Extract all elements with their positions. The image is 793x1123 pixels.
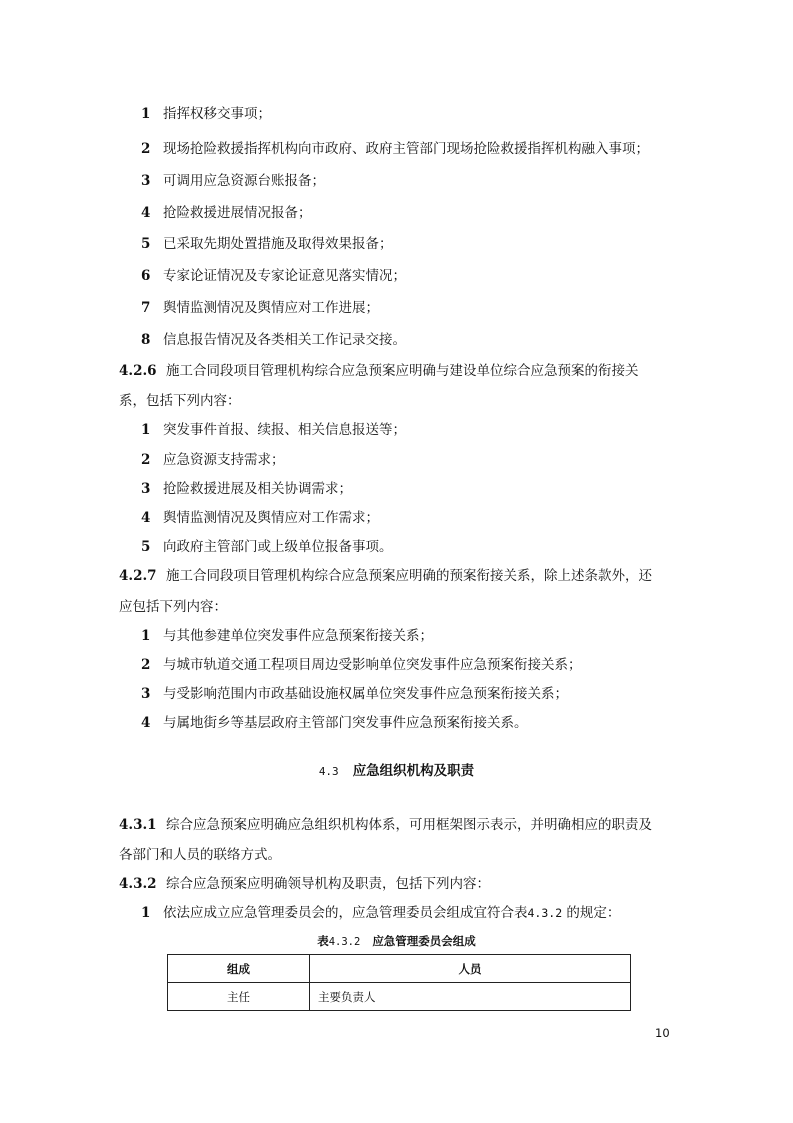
table-caption [0,933,793,950]
clause-number: 4.3.2 [119,876,157,892]
item-number: 6 [141,268,151,284]
list-item [141,420,406,440]
list-item [141,508,379,528]
clause-4-2-7 [119,566,652,586]
item-number: 3 [141,481,151,497]
item-text: 现场抢险救援指挥机构向市政府、政府主管部门现场抢险救援指挥机构融入事项； [163,141,649,157]
list-item [141,626,433,646]
list-item [141,234,393,254]
item-text: 应急资源支持需求； [163,452,285,468]
clause-number: 4.3.1 [119,817,157,833]
clause-text: 施工合同段项目管理机构综合应急预案应明确与建设单位综合应急预案的衔接关 [166,363,639,379]
list-item [141,298,379,318]
table-header-row [168,955,631,983]
item-text: 与其他参建单位突发事件应急预案衔接关系； [163,628,433,644]
clause-continuation: 应包括下列内容： [119,599,227,615]
item-number: 4 [141,205,151,221]
item-number: 1 [141,422,151,438]
item-number: 1 [141,106,151,122]
list-item [141,684,568,704]
item-number: 4 [141,715,151,731]
section-number: 4.3 [318,765,339,778]
item-number: 5 [141,236,151,252]
item-text: 突发事件首报、续报、相关信息报送等； [163,422,406,438]
item-text: 指挥权移交事项； [163,106,271,122]
item-text: 舆情监测情况及舆情应对工作需求； [163,510,379,526]
list-item [141,330,406,350]
table-row [168,983,631,1011]
list-item [141,479,352,499]
item-number: 5 [141,539,151,555]
clause-number: 4.2.7 [119,568,157,584]
clause-text: 施工合同段项目管理机构综合应急预案应明确的预案衔接关系，除上述条款外，还 [166,568,652,584]
table-reference: 4.3.2 [527,906,563,920]
item-text: 与城市轨道交通工程项目周边受影响单位突发事件应急预案衔接关系； [163,657,582,673]
list-item [141,655,582,675]
item-text: 专家论证情况及专家论证意见落实情况； [163,268,406,284]
clause-text: 综合应急预案应明确应急组织机构体系，可用框架图示表示，并明确相应的职责及 [166,817,652,833]
item-text: 可调用应急资源台账报备； [163,173,325,189]
item-number: 2 [141,657,151,673]
list-item [141,203,312,223]
item-number: 2 [141,452,151,468]
item-text: 已采取先期处置措施及取得效果报备； [163,236,393,252]
table-header: 组成 [168,955,310,983]
caption-prefix: 表 [317,934,329,948]
item-number: 3 [141,686,151,702]
item-text: 抢险救援进展情况报备； [163,205,312,221]
list-item [141,139,649,159]
caption-title: 应急管理委员会组成 [372,934,476,948]
page-number: 10 [655,1026,670,1040]
table-cell: 主要负责人 [310,983,631,1011]
clause-number: 4.2.6 [119,363,157,379]
table-header: 人员 [310,955,631,983]
item-number: 1 [141,905,151,921]
item-number: 1 [141,628,151,644]
list-item [141,171,325,191]
clause-continuation: 各部门和人员的联络方式。 [119,847,281,863]
caption-number: 4.3.2 [328,936,361,948]
item-text: 舆情监测情况及舆情应对工作进展； [163,300,379,316]
item-number: 8 [141,332,151,348]
list-item [141,266,406,286]
list-item [141,903,620,923]
item-number: 4 [141,510,151,526]
item-text: 依法应成立应急管理委员会的，应急管理委员会组成宜符合表 [163,905,528,921]
clause-4-3-2 [119,874,490,894]
list-item [141,104,271,124]
committee-table [167,954,631,1011]
clause-text: 综合应急预案应明确领导机构及职责，包括下列内容： [166,876,490,892]
clause-continuation: 系，包括下列内容： [119,393,241,409]
section-heading [0,761,793,782]
item-text-end: 的规定： [566,905,621,921]
item-text: 向政府主管部门或上级单位报备事项。 [163,539,393,555]
clause-4-3-1 [119,815,652,835]
item-text: 与受影响范围内市政基础设施权属单位突发事件应急预案衔接关系； [163,686,568,702]
list-item [141,450,285,470]
item-text: 抢险救援进展及相关协调需求； [163,481,352,497]
item-number: 3 [141,173,151,189]
section-title: 应急组织机构及职责 [352,763,475,779]
list-item [141,713,528,733]
item-number: 2 [141,141,151,157]
clause-4-2-6 [119,361,639,381]
list-item [141,537,393,557]
item-text: 信息报告情况及各类相关工作记录交接。 [163,332,406,348]
item-text: 与属地街乡等基层政府主管部门突发事件应急预案衔接关系。 [163,715,528,731]
table-cell: 主任 [168,983,310,1011]
item-number: 7 [141,300,151,316]
